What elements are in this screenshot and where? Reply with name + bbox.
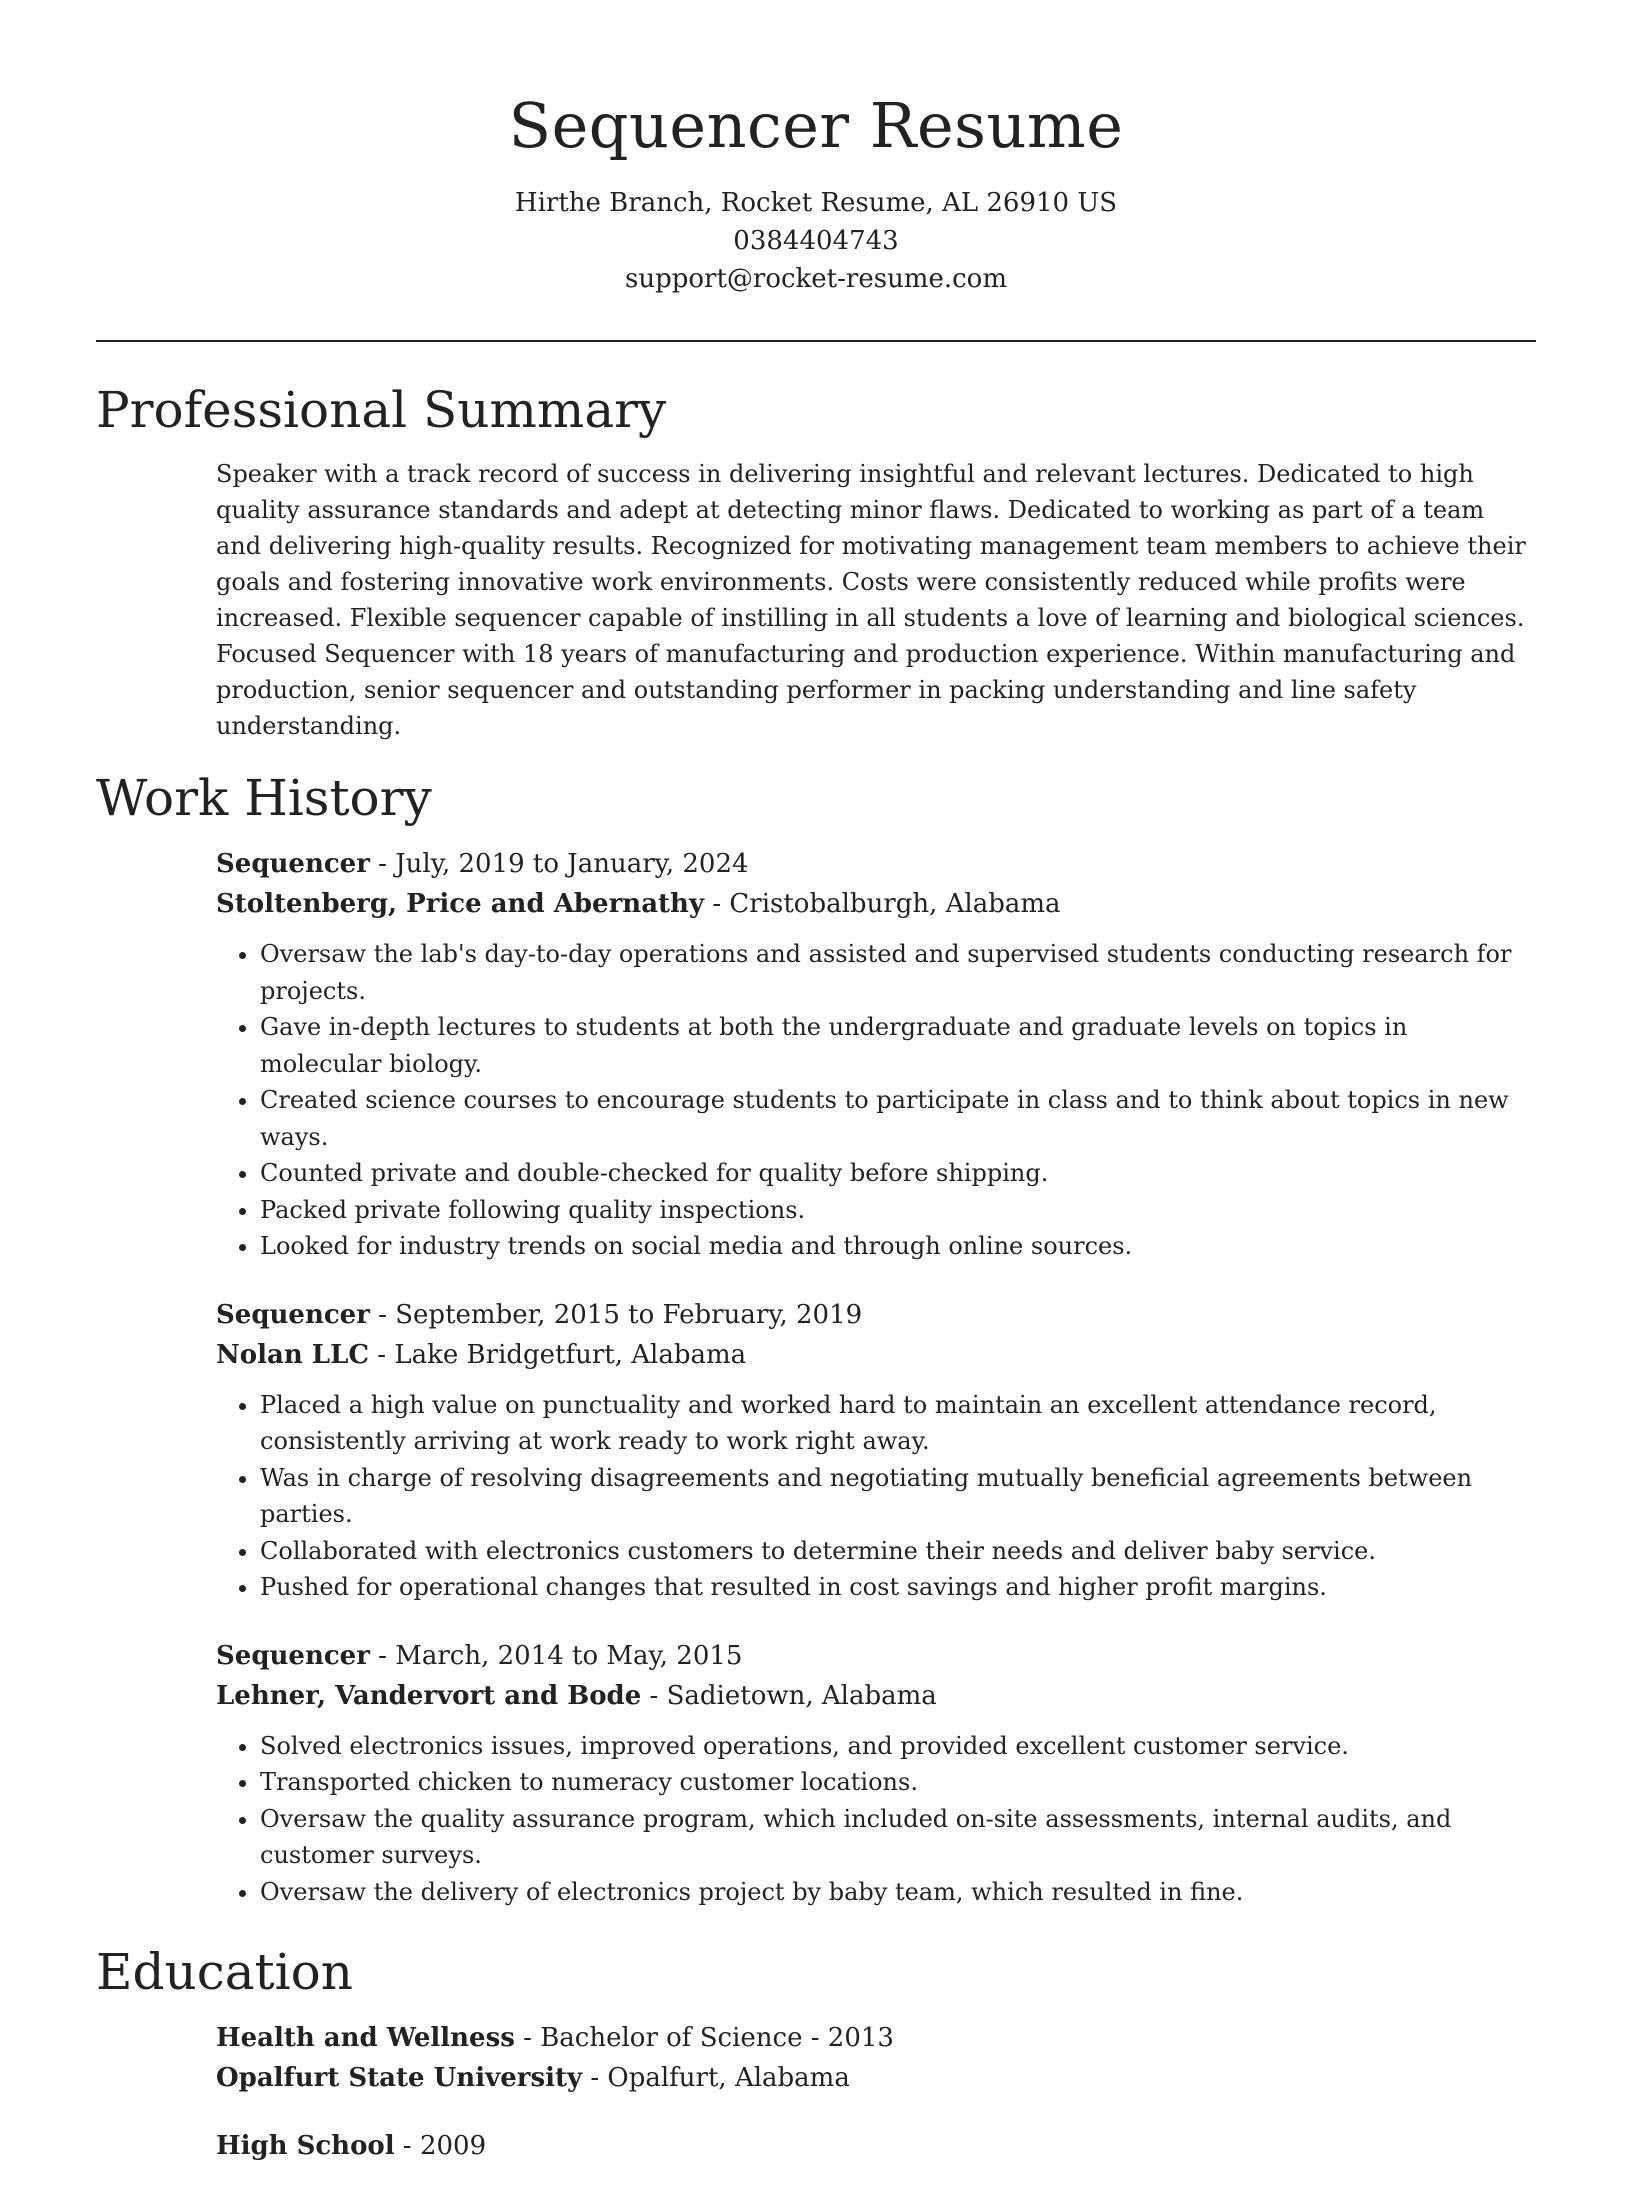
job-duty-item: • Placed a high value on punctuality and worked hard to maintain an excellent attendance record, consistently arriving at work ready to work right away.: [260, 1387, 1536, 1460]
job-duty-item: • Oversaw the delivery of electronics project by baby team, which resulted in fine.: [260, 1874, 1536, 1911]
job-location: - Cristobalburgh, Alabama: [704, 889, 1061, 919]
section-title-education: Education: [96, 1943, 353, 2001]
education-degree-year: - 2009: [394, 2131, 487, 2161]
job-company-line: [216, 884, 1536, 924]
job-entry: [216, 844, 1536, 1265]
job-company: Stoltenberg, Price and Abernathy: [216, 889, 705, 919]
education-entry: [216, 2018, 1536, 2098]
job-location: - Lake Bridgetfurt, Alabama: [369, 1339, 747, 1370]
job-duty-item: • Oversaw the quality assurance program, which included on-site assessments, internal audits, and customer surveys.: [260, 1801, 1536, 1874]
summary-body: [216, 456, 1536, 744]
education-section: [96, 1940, 1536, 2166]
contact-phone: 0384404743: [733, 226, 899, 256]
work-history-section: [96, 766, 1536, 1910]
job-duty-item: • Solved electronics issues, improved operations, and provided excellent customer service.: [260, 1728, 1536, 1765]
job-location: - Sadietown, Alabama: [641, 1680, 937, 1711]
job-duties-list: [216, 936, 1536, 1265]
job-duties-list: [216, 1728, 1536, 1911]
job-duty-item: • Looked for industry trends on social media and through online sources.: [260, 1228, 1536, 1265]
contact-email: support@rocket-resume.com: [624, 264, 1007, 294]
contact-address: Hirthe Branch, Rocket Resume, AL 26910 US: [514, 188, 1118, 218]
job-dates: - September, 2015 to February, 2019: [369, 1299, 863, 1330]
section-title-summary: Professional Summary: [96, 381, 667, 439]
job-duty-item: • Counted private and double-checked for quality before shipping.: [260, 1155, 1536, 1192]
summary-text: Speaker with a track record of success in delivering insightful and relevant lectures. Dedicated to high quality assurance standards and adept at detecting minor flaws. Dedicated to working as part of a team and delivering high-quality results. Recognized for motivating management team members to achieve their goals and fostering innovative work environments. Costs were consistently reduced while profits were increased. Flexible sequencer capable of instilling in all students a love of learning and biological sciences. Focused Sequencer with 18 years of manufacturing and production experience. Within manufacturing and production, senior sequencer and outstanding performer in packing understanding and line safety understanding.: [216, 460, 1526, 740]
job-role: Sequencer: [216, 849, 370, 879]
resume-header: [96, 0, 1536, 298]
education-field: Health and Wellness: [216, 2023, 515, 2053]
education-school: Opalfurt State University: [216, 2063, 583, 2093]
job-role: Sequencer: [216, 1640, 370, 1671]
education-body: [216, 2018, 1536, 2166]
job-role: Sequencer: [216, 1299, 370, 1330]
job-title-line: [216, 844, 1536, 884]
section-title-work-history: Work History: [96, 769, 432, 827]
job-title-line: [216, 1295, 1536, 1335]
professional-summary-section: [96, 378, 1536, 744]
job-entry: [216, 1636, 1536, 1911]
job-duty-item: • Packed private following quality inspections.: [260, 1192, 1536, 1229]
job-duty-item: • Transported chicken to numeracy customer locations.: [260, 1764, 1536, 1801]
job-entry: [216, 1295, 1536, 1606]
job-duties-list: [216, 1387, 1536, 1606]
education-degree-line: [216, 2126, 1536, 2166]
job-duty-item: • Was in charge of resolving disagreements and negotiating mutually beneficial agreements between parties.: [260, 1460, 1536, 1533]
job-duty-item: • Gave in-depth lectures to students at both the undergraduate and graduate levels on topics in molecular biology.: [260, 1009, 1536, 1082]
education-degree-year: - Bachelor of Science - 2013: [514, 2023, 894, 2053]
job-company: Nolan LLC: [216, 1339, 370, 1370]
job-duty-item: • Oversaw the lab's day-to-day operations and assisted and supervised students conducting research for projects.: [260, 936, 1536, 1009]
education-location: - Opalfurt, Alabama: [582, 2063, 850, 2093]
education-field: High School: [216, 2131, 395, 2161]
resume-title: Sequencer Resume: [508, 89, 1124, 162]
job-dates: - July, 2019 to January, 2024: [369, 849, 749, 879]
job-duty-item: • Collaborated with electronics customers to determine their needs and deliver baby service.: [260, 1533, 1536, 1570]
work-history-body: [216, 844, 1536, 1910]
education-entry: [216, 2126, 1536, 2166]
education-degree-line: [216, 2018, 1536, 2058]
job-title-line: [216, 1636, 1536, 1676]
job-company-line: [216, 1676, 1536, 1716]
job-duty-item: • Created science courses to encourage students to participate in class and to think about topics in new ways.: [260, 1082, 1536, 1155]
job-duty-item: • Pushed for operational changes that resulted in cost savings and higher profit margins.: [260, 1569, 1536, 1606]
job-company-line: [216, 1335, 1536, 1375]
job-dates: - March, 2014 to May, 2015: [369, 1640, 743, 1671]
header-divider: [96, 340, 1536, 342]
resume-page: [96, 0, 1536, 2194]
education-school-line: [216, 2058, 1536, 2098]
job-company: Lehner, Vandervort and Bode: [216, 1680, 642, 1711]
